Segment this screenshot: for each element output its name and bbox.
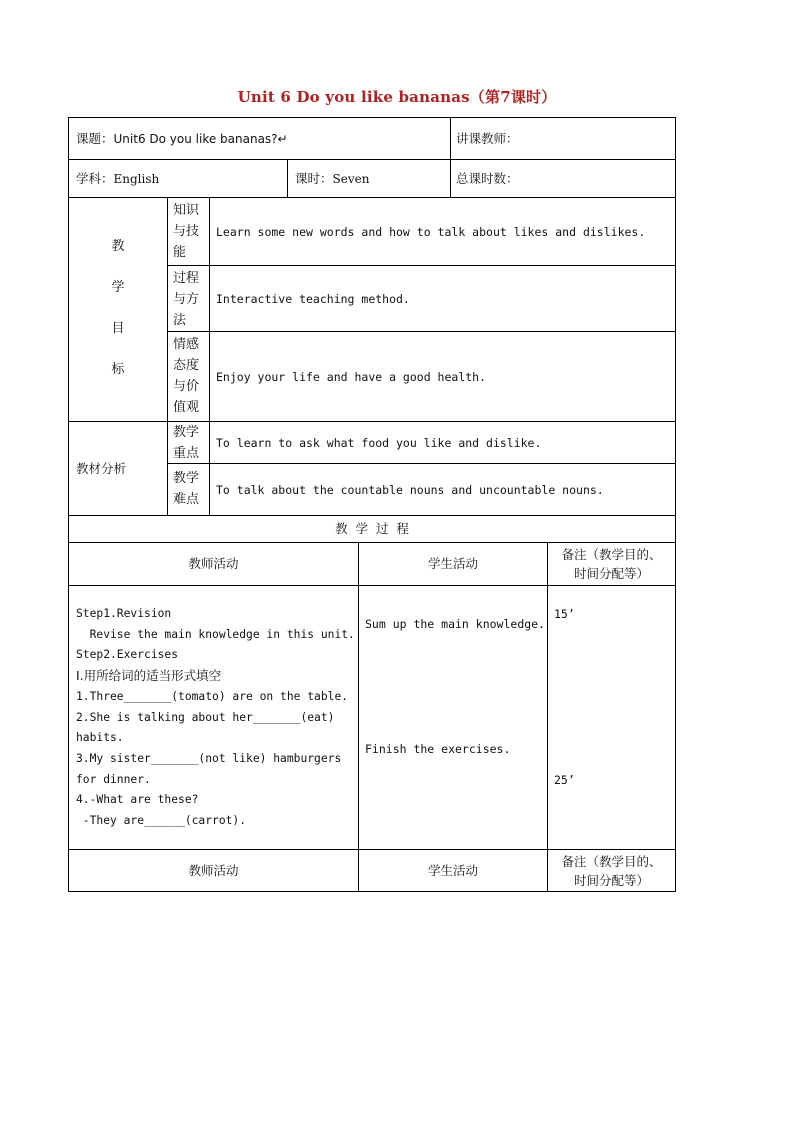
- objective-text-knowledge: Learn some new words and how to talk about likes and dislikes.: [216, 224, 646, 239]
- topic-cell: [76, 118, 446, 159]
- total-periods-label: 总课时数：: [456, 170, 519, 186]
- objective-category-process: 过程 与方 法: [173, 271, 200, 328]
- objectives-label: [103, 226, 133, 390]
- subject-label: 学科：: [76, 170, 114, 186]
- analysis-text-difficulty: To talk about the countable nouns and uncountable nouns.: [216, 482, 604, 497]
- subject-cell: [76, 160, 284, 197]
- analysis-category-difficulty: 教学 难点: [173, 471, 200, 507]
- objective-category-attitude: 情感 态度 与价 值观: [173, 337, 200, 415]
- period-value: Seven: [332, 171, 370, 186]
- topic-value: Unit6 Do you like bananas?↵: [113, 131, 288, 146]
- objectives-label-char: 目: [111, 321, 125, 336]
- teacher-line: 1.Three_______(tomato) are on the table.: [76, 689, 349, 703]
- objective-text-process: Interactive teaching method.: [216, 291, 410, 306]
- teacher-line: Step2.Exercises: [76, 648, 179, 662]
- teacher-line: for dinner.: [76, 772, 151, 786]
- student-activity-2: Finish the exercises.: [365, 742, 511, 756]
- period-label: 课时：: [295, 170, 333, 186]
- note-time-1: 15’: [554, 607, 575, 621]
- col-teacher-activity: 教师活动: [188, 556, 239, 571]
- total-periods-cell: [456, 160, 671, 197]
- objectives-label-char: 教: [111, 239, 125, 254]
- page-title: Unit 6 Do you like bananas（第7课时）: [237, 88, 557, 106]
- note-time-2: 25’: [554, 773, 575, 787]
- teacher-line: Step1.Revision: [76, 607, 172, 620]
- col-student-activity-repeat: 学生活动: [427, 862, 478, 878]
- analysis-text-focus: To learn to ask what food you like and dislike.: [216, 435, 542, 450]
- analysis-label: 教材分析: [76, 460, 127, 476]
- objective-category-knowledge: 知识 与技 能: [173, 203, 200, 260]
- period-cell: [295, 160, 447, 197]
- process-heading: 教 学 过 程: [335, 521, 409, 536]
- col-student-activity: 学生活动: [427, 556, 478, 571]
- teacher-line: -They are______(carrot).: [76, 814, 247, 828]
- teacher-label: 讲课教师：: [456, 130, 519, 146]
- topic-label: 课题：: [76, 130, 114, 146]
- objective-text-attitude: Enjoy your life and have a good health.: [216, 369, 487, 384]
- subject-value: English: [113, 171, 160, 186]
- objectives-label-char: 标: [111, 362, 125, 377]
- teacher-activity-content: [76, 604, 356, 832]
- student-activity-1: Sum up the main knowledge.: [365, 617, 546, 631]
- analysis-category-focus: 教学 重点: [173, 425, 200, 461]
- objectives-label-char: 学: [111, 280, 125, 295]
- teacher-line: 4.-What are these?: [76, 793, 199, 807]
- col-notes: 备注（教学目的、 时间分配等）: [561, 547, 662, 581]
- teacher-line: 2.She is talking about her_______(eat): [76, 710, 335, 724]
- teacher-line: Ⅰ.用所给词的适当形式填空: [76, 668, 222, 684]
- teacher-line: 3.My sister_______(not like) hamburgers: [76, 751, 342, 765]
- teacher-line: habits.: [76, 731, 124, 745]
- col-teacher-activity-repeat: 教师活动: [188, 862, 239, 878]
- teacher-line: Revise the main knowledge in this unit.: [76, 627, 355, 641]
- teacher-cell: [456, 118, 671, 159]
- col-notes-repeat: 备注（教学目的、 时间分配等）: [561, 853, 662, 888]
